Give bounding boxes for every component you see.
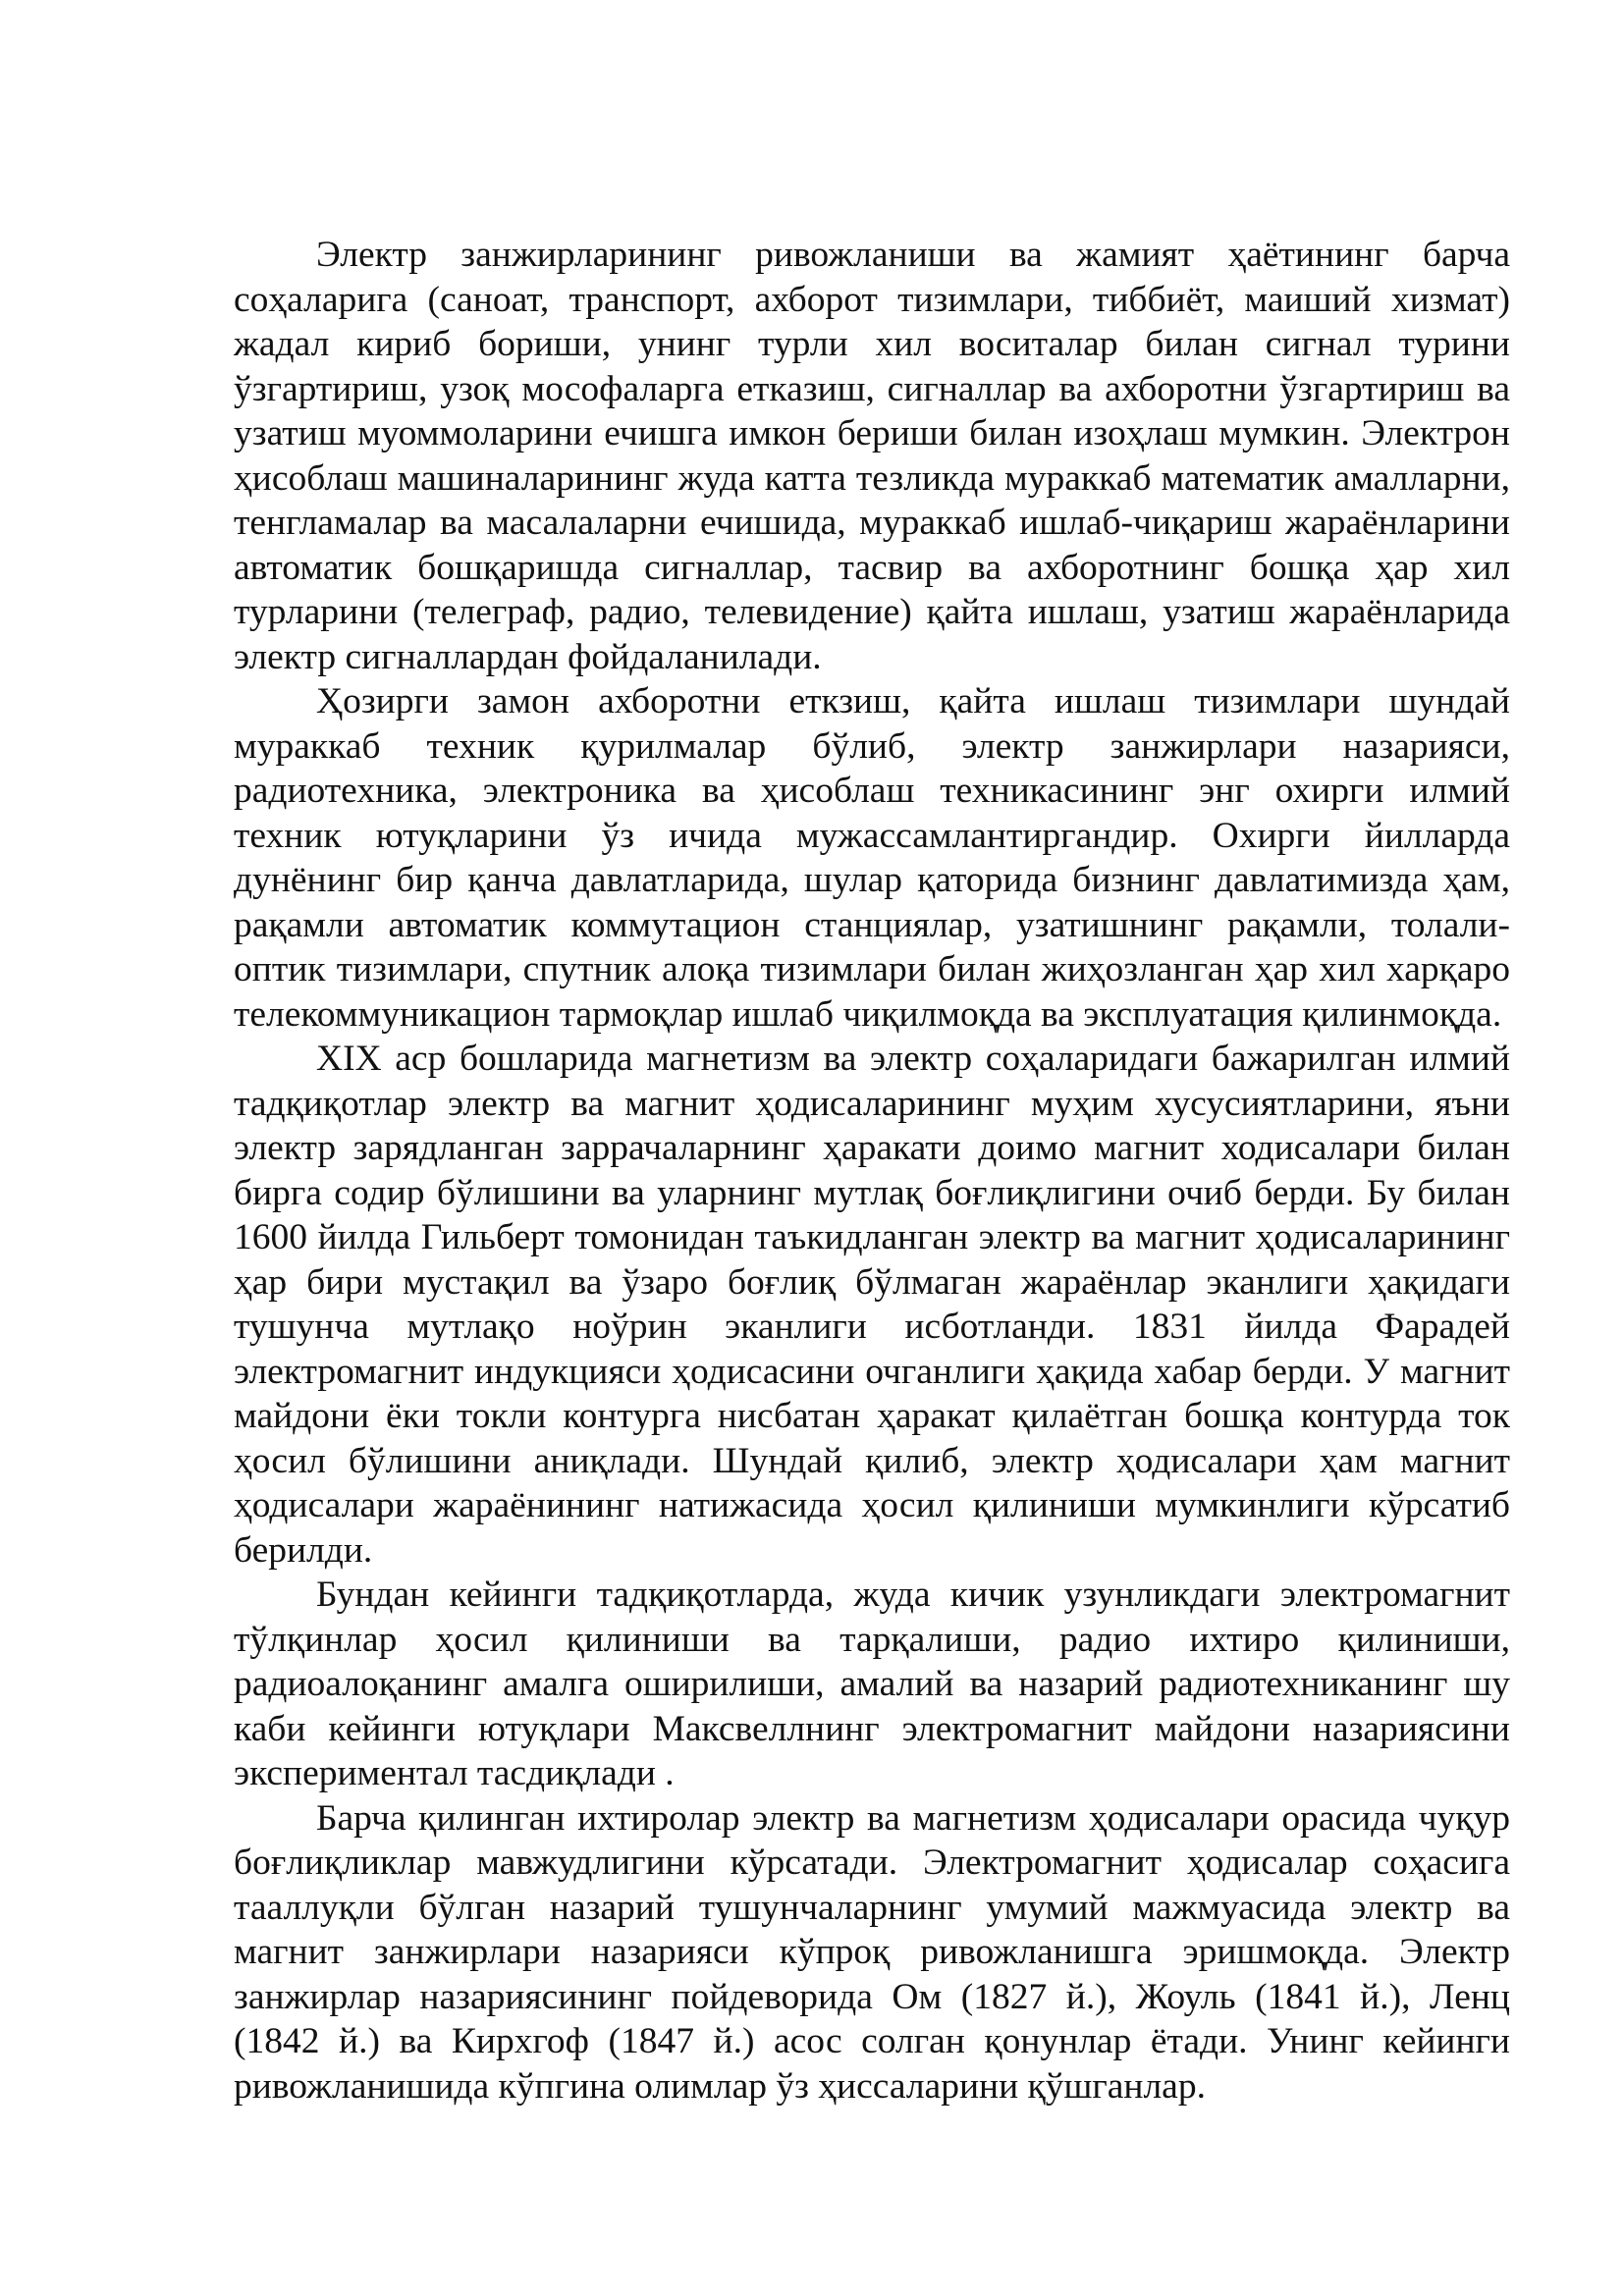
paragraph-1: Электр занжирларининг ривожланиши ва жамият ҳаётининг барча соҳаларига (саноат, транспорт, ахборот тизимлари, тиббиёт, маиший хизмат) жадал кириб бориши, унинг турли хил воситалар билан сигнал турини ўзгартириш, узоқ мософаларга етказиш, сигналлар ва ахборотни ўзгартириш ва узатиш муоммоларини ечишга имкон бериши билан изоҳлаш мумкин. Электрон ҳисоблаш машиналарининг жуда катта тезликда мураккаб математик амалларни, тенгламалар ва масалаларни ечишида, мураккаб ишлаб-чиқариш жараёнларини автоматик бошқаришда сигналлар, тасвир ва ахборотнинг бошқа ҳар хил турларини (телеграф, радио, телевидение) қайта ишлаш, узатиш жараёнларида электр сигналлардан фойдаланилади. <box>234 235 1510 677</box>
paragraph-3: XIX аср бошларида магнетизм ва электр соҳаларидаги бажарилган илмий тадқиқотлар электр ва магнит ҳодисаларининг муҳим хусусиятларини, яъни электр зарядланган заррачаларнинг ҳаракати доимо магнит ходисалари билан бирга содир бўлишини ва уларнинг мутлақ боғлиқлигини очиб берди. Бу билан 1600 йилда Гильберт томонидан таъкидланган электр ва магнит ҳодисаларининг ҳар бири мустақил ва ўзаро боғлиқ бўлмаган жараёнлар эканлиги ҳақидаги тушунча мутлақо ноўрин эканлиги исботланди. 1831 йилда Фарадей электромагнит индукцияси ҳодисасини очганлиги ҳақида хабар берди. У магнит майдони ёки токли контурга нисбатан ҳаракат қилаётган бошқа контурда ток ҳосил бўлишини аниқлади. Шундай қилиб, электр ҳодисалари ҳам магнит ҳодисалари жараёнининг натижасида ҳосил қилиниши мумкинлиги кўрсатиб берилди. <box>234 1039 1510 1571</box>
paragraph-2: Ҳозирги замон ахборотни еткзиш, қайта ишлаш тизимлари шундай мураккаб техник қурилмалар бўлиб, электр занжирлари назарияси, радиотехника, электроника ва ҳисоблаш техникасининг энг охирги илмий техник ютуқларини ўз ичида мужассамлантиргандир. Охирги йилларда дунёнинг бир қанча давлатларида, шулар қаторида бизнинг давлатимизда ҳам, рақамли автоматик коммутацион станциялар, узатишнинг рақамли, толали-оптик тизимлари, спутник алоқа тизимлари билан жиҳозланган ҳар хил харқаро телекоммуникацион тармоқлар ишлаб чиқилмоқда ва эксплуатация қилинмоқда. <box>234 681 1510 1035</box>
document-page <box>234 233 1510 2109</box>
paragraph-4: Бундан кейинги тадқиқотларда, жуда кичик узунликдаги электромагнит тўлқинлар ҳосил қилиниши ва тарқалиши, радио ихтиро қилиниши, радиоалоқанинг амалга оширилиши, амалий ва назарий радиотехниканинг шу каби кейинги ютуқлари Максвеллнинг электромагнит майдони назариясини экспериментал тасдиқлади . <box>234 1575 1510 1793</box>
paragraph-5: Барча қилинган ихтиролар электр ва магнетизм ҳодисалари орасида чуқур боғлиқликлар мавжудлигини кўрсатади. Электромагнит ҳодисалар соҳасига тааллуқли бўлган назарий тушунчаларнинг умумий мажмуасида электр ва магнит занжирлари назарияси кўпроқ ривожланишга эришмоқда. Электр занжирлар назариясининг пойдеворида Ом (1827 й.), Жоуль (1841 й.), Ленц (1842 й.) ва Кирхгоф (1847 й.) асос солган қонунлар ётади. Унинг кейинги ривожланишида кўпгина олимлар ўз ҳиссаларини қўшганлар. <box>234 1797 1510 2107</box>
